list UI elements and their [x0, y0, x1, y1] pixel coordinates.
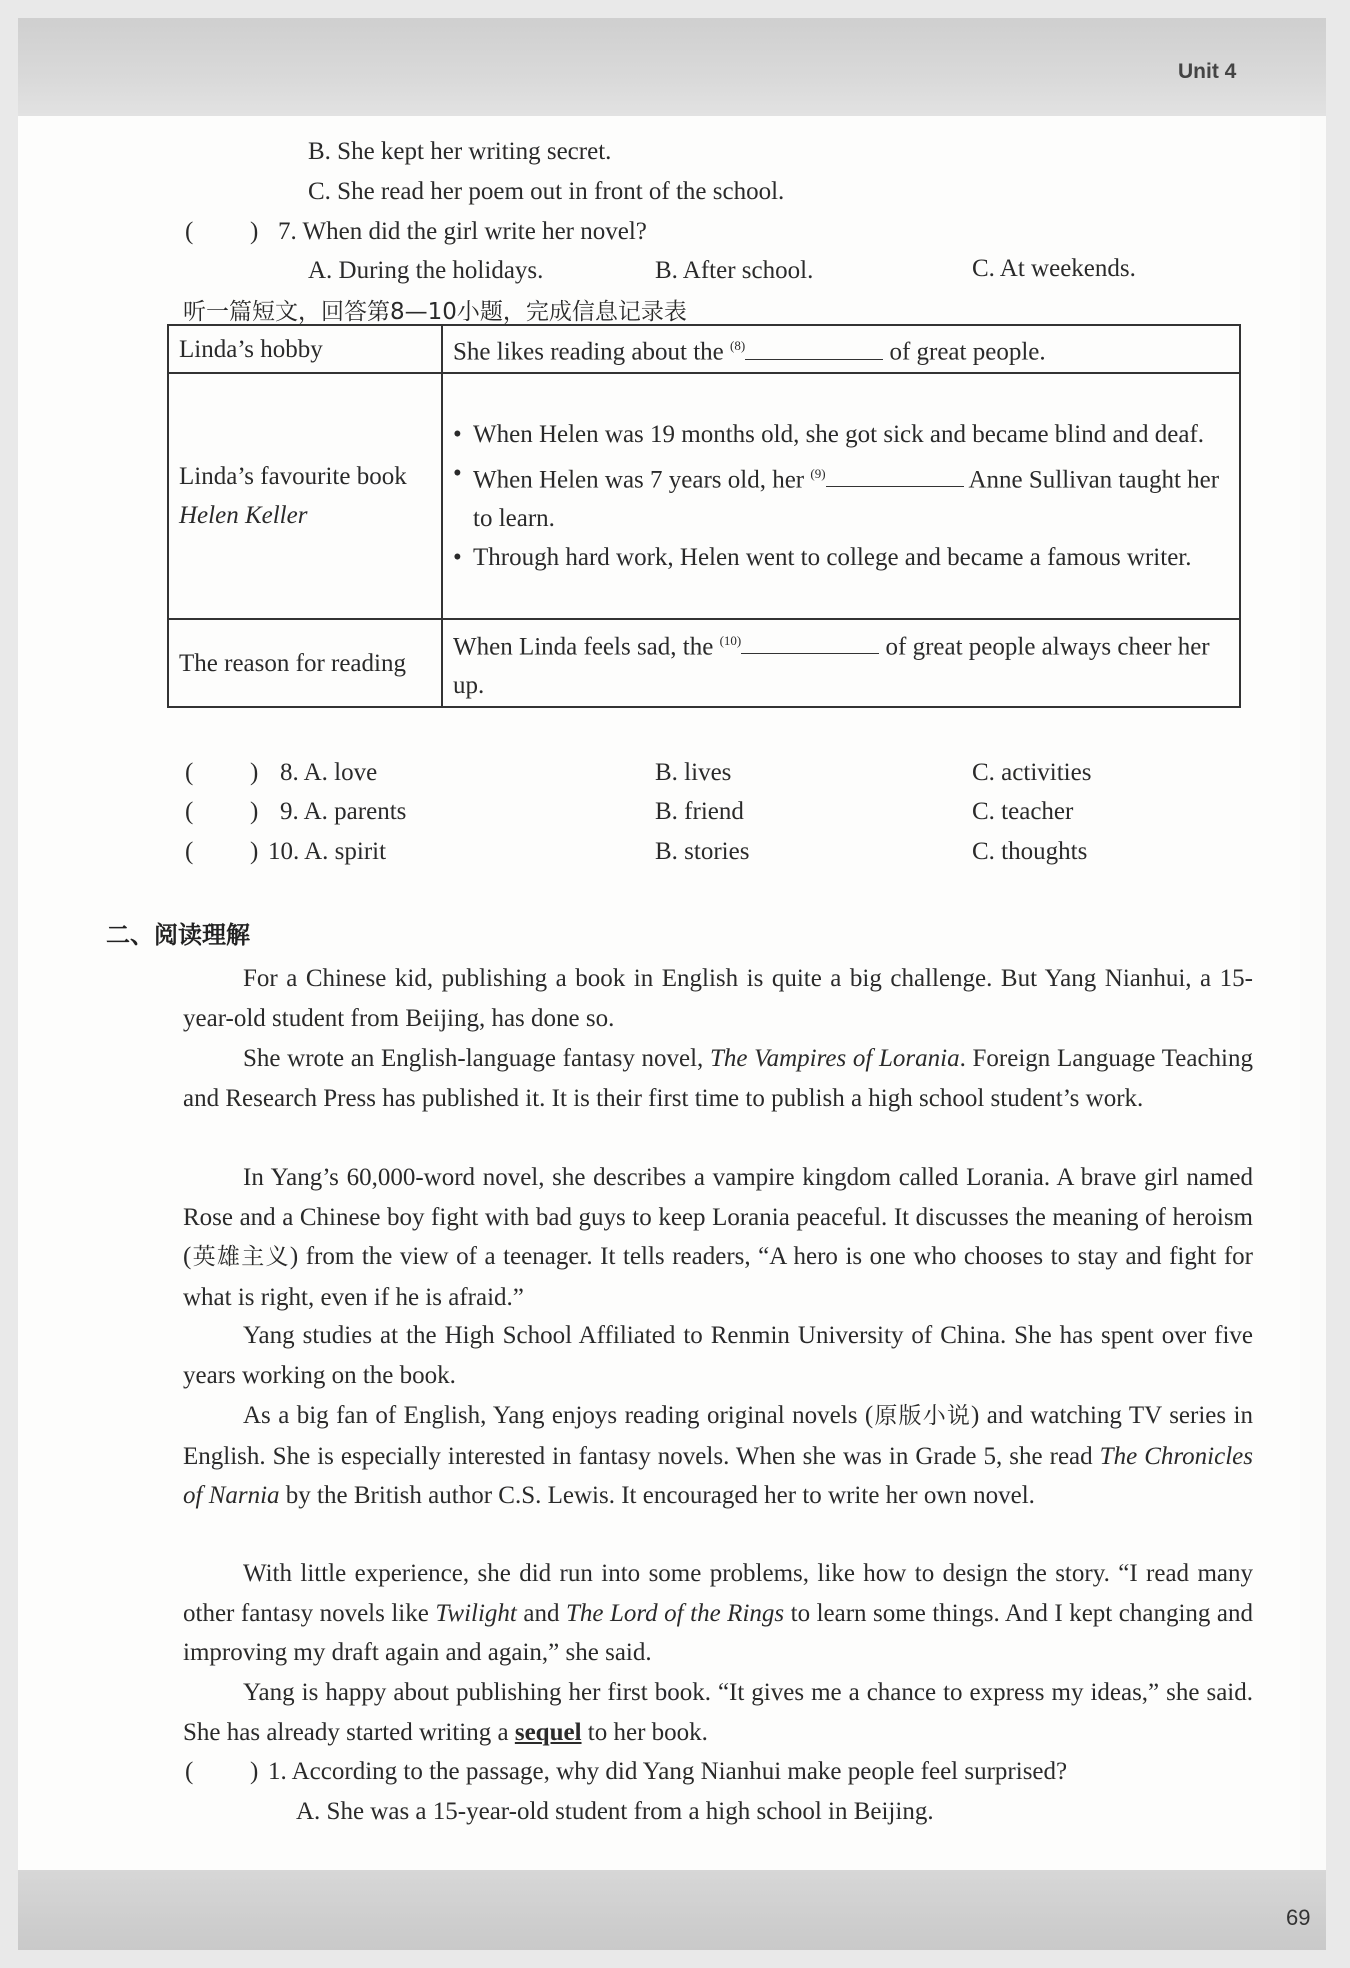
p5-text-mid: ) and watching TV series in English. She is especially interested in fantasy novels. When she was in Grade 5, she read	[183, 1402, 1253, 1470]
p3-text-after: ) from the view of a teenager. It tells readers, “A hero is one who chooses to stay and fight for what is right, even if he is afraid.”	[183, 1243, 1253, 1311]
mc9-paren-open: (	[185, 798, 194, 825]
answer-blank-9[interactable]	[826, 464, 964, 487]
unit-label: Unit 4	[1178, 60, 1237, 83]
row-content-hobby	[442, 325, 1240, 373]
q7-option-a: A. During the holidays.	[308, 257, 544, 284]
q6-option-c: C. She read her poem out in front of the school.	[308, 178, 785, 205]
q7-stem: 7. When did the girl write her novel?	[278, 218, 647, 245]
mc8-option-a[interactable]: 8. A. love	[280, 759, 378, 786]
mc8-option-c[interactable]: C. activities	[972, 759, 1092, 786]
mc10-paren-open: (	[185, 838, 194, 865]
rq1-paren-open: (	[185, 1758, 194, 1785]
p5-text-before: As a big fan of English, Yang enjoys reading original novels (	[243, 1402, 874, 1429]
rq1-option-a[interactable]: A. She was a 15-year-old student from a high school in Beijing.	[296, 1798, 934, 1825]
table-row	[168, 373, 1240, 619]
answer-blank-8[interactable]	[745, 337, 883, 360]
mc10-option-c[interactable]: C. thoughts	[972, 838, 1088, 865]
row-content-reason	[442, 619, 1240, 707]
row-label-hobby: Linda’s hobby	[168, 325, 442, 373]
answer-blank-10[interactable]	[741, 631, 879, 654]
p2-text-after: . Foreign Language Teaching and Research Press has published it. It is their first time to publish a high school student’s work.	[183, 1045, 1253, 1112]
mc9-option-a[interactable]: 9. A. parents	[280, 798, 407, 825]
mc10-option-a[interactable]: 10. A. spirit	[268, 838, 387, 865]
q7-option-b: B. After school.	[655, 257, 814, 284]
p6-text-after: to learn some things. And I kept changing and improving my draft again and again,” she said.	[183, 1599, 1253, 1667]
hobby-text-after: of great people.	[889, 338, 1046, 366]
q7-paren-open: (	[185, 218, 194, 245]
favourite-book-title: Helen Keller	[179, 502, 308, 529]
mc8-option-b[interactable]: B. lives	[655, 759, 732, 786]
list-item	[453, 454, 1229, 538]
table-row	[168, 619, 1240, 707]
passage-paragraph-7	[183, 1673, 1253, 1752]
favourite-book-label: Linda’s favourite book	[179, 463, 407, 490]
helen-facts-list	[453, 415, 1229, 577]
p6-text-mid: and	[516, 1599, 566, 1627]
blank-number-8: (8)	[730, 338, 746, 354]
passage-paragraph-3	[183, 1158, 1253, 1317]
mc8-paren-close: )	[250, 759, 259, 786]
mc9-option-c[interactable]: C. teacher	[972, 798, 1074, 825]
mc10-option-b[interactable]: B. stories	[655, 838, 750, 865]
mc9-paren-close: )	[250, 798, 259, 825]
row-label-reason: The reason for reading	[168, 619, 442, 707]
narnia-title: The Chronicles of Narnia	[183, 1442, 1253, 1510]
lotr-title: The Lord of the Rings	[565, 1599, 785, 1627]
p3-chinese-gloss: 英雄主义	[191, 1244, 290, 1271]
passage-paragraph-1: For a Chinese kid, publishing a book in English is quite a big challenge. But Yang Nianhui, a 15-year-old student from Beijing, has done so.	[183, 965, 1253, 1032]
sequel-keyword: sequel	[514, 1718, 582, 1746]
mc8-paren-open: (	[185, 759, 194, 786]
info-record-table	[167, 324, 1241, 708]
blank-number-10: (10)	[719, 632, 742, 648]
passage-paragraph-4: Yang studies at the High School Affiliated to Renmin University of China. She has spent over five years working on the book.	[183, 1322, 1253, 1389]
page-number: 69	[1286, 1905, 1311, 1930]
rq1-paren-close: )	[250, 1758, 259, 1785]
section-two-title: 二、阅读理解	[106, 921, 250, 949]
q7-option-c: C. At weekends.	[972, 255, 1136, 282]
p5-chinese-gloss: 原版小说	[873, 1403, 972, 1429]
list-item: • Through hard work, Helen went to college and became a famous writer.	[453, 538, 1229, 577]
mc9-option-b[interactable]: B. friend	[655, 798, 744, 825]
twilight-title: Twilight	[435, 1599, 517, 1627]
footer-band	[18, 1870, 1326, 1950]
mc10-paren-close: )	[250, 838, 259, 865]
passage-paragraph-2	[183, 1039, 1253, 1118]
p7-text-before: Yang is happy about publishing her first book. “It gives me a chance to express my ideas,” she said. She has already started writing a	[183, 1679, 1253, 1746]
rq1-stem: 1. According to the passage, why did Yang Nianhui make people feel surprised?	[268, 1758, 1068, 1785]
q7-paren-close: )	[250, 218, 259, 245]
passage-paragraph-5	[183, 1396, 1253, 1516]
hobby-text-before: She likes reading about the	[453, 338, 724, 366]
p2-text-before: She wrote an English-language fantasy novel,	[243, 1045, 710, 1072]
list-item: • When Helen was 19 months old, she got sick and became blind and deaf.	[453, 415, 1229, 454]
p6-text-before: With little experience, she did run into some problems, like how to design the story. “I read many other fantasy novels like	[183, 1560, 1253, 1627]
q6-option-b: B. She kept her writing secret.	[308, 138, 612, 165]
row-label-favourite-book	[168, 373, 442, 619]
novel-title: The Vampires of Lorania	[709, 1045, 960, 1072]
bullet2-text-before: When Helen was 7 years old, her	[473, 466, 805, 494]
row-content-favourite-book	[442, 373, 1240, 619]
table-row	[168, 325, 1240, 373]
header-band	[18, 18, 1326, 116]
p5-text-after: by the British author C.S. Lewis. It encouraged her to write her own novel.	[279, 1482, 1035, 1510]
reason-text-before: When Linda feels sad, the	[453, 633, 714, 661]
p7-text-after: to her book.	[581, 1718, 708, 1746]
bullet2-text-after: Anne Sullivan taught her to learn.	[473, 466, 1220, 533]
passage-paragraph-6	[183, 1554, 1253, 1673]
blank-number-9: (9)	[810, 465, 826, 481]
p3-text-before: In Yang’s 60,000-word novel, she describes a vampire kingdom called Lorania. A brave girl named Rose and a Chinese boy fight with bad guys to keep Lorania peaceful. It discusses the meaning of heroism (	[183, 1164, 1253, 1271]
reason-text-after: of great people always cheer her up.	[453, 633, 1210, 700]
listening-instruction: 听一篇短文，回答第8—10小题，完成信息记录表	[183, 299, 687, 325]
